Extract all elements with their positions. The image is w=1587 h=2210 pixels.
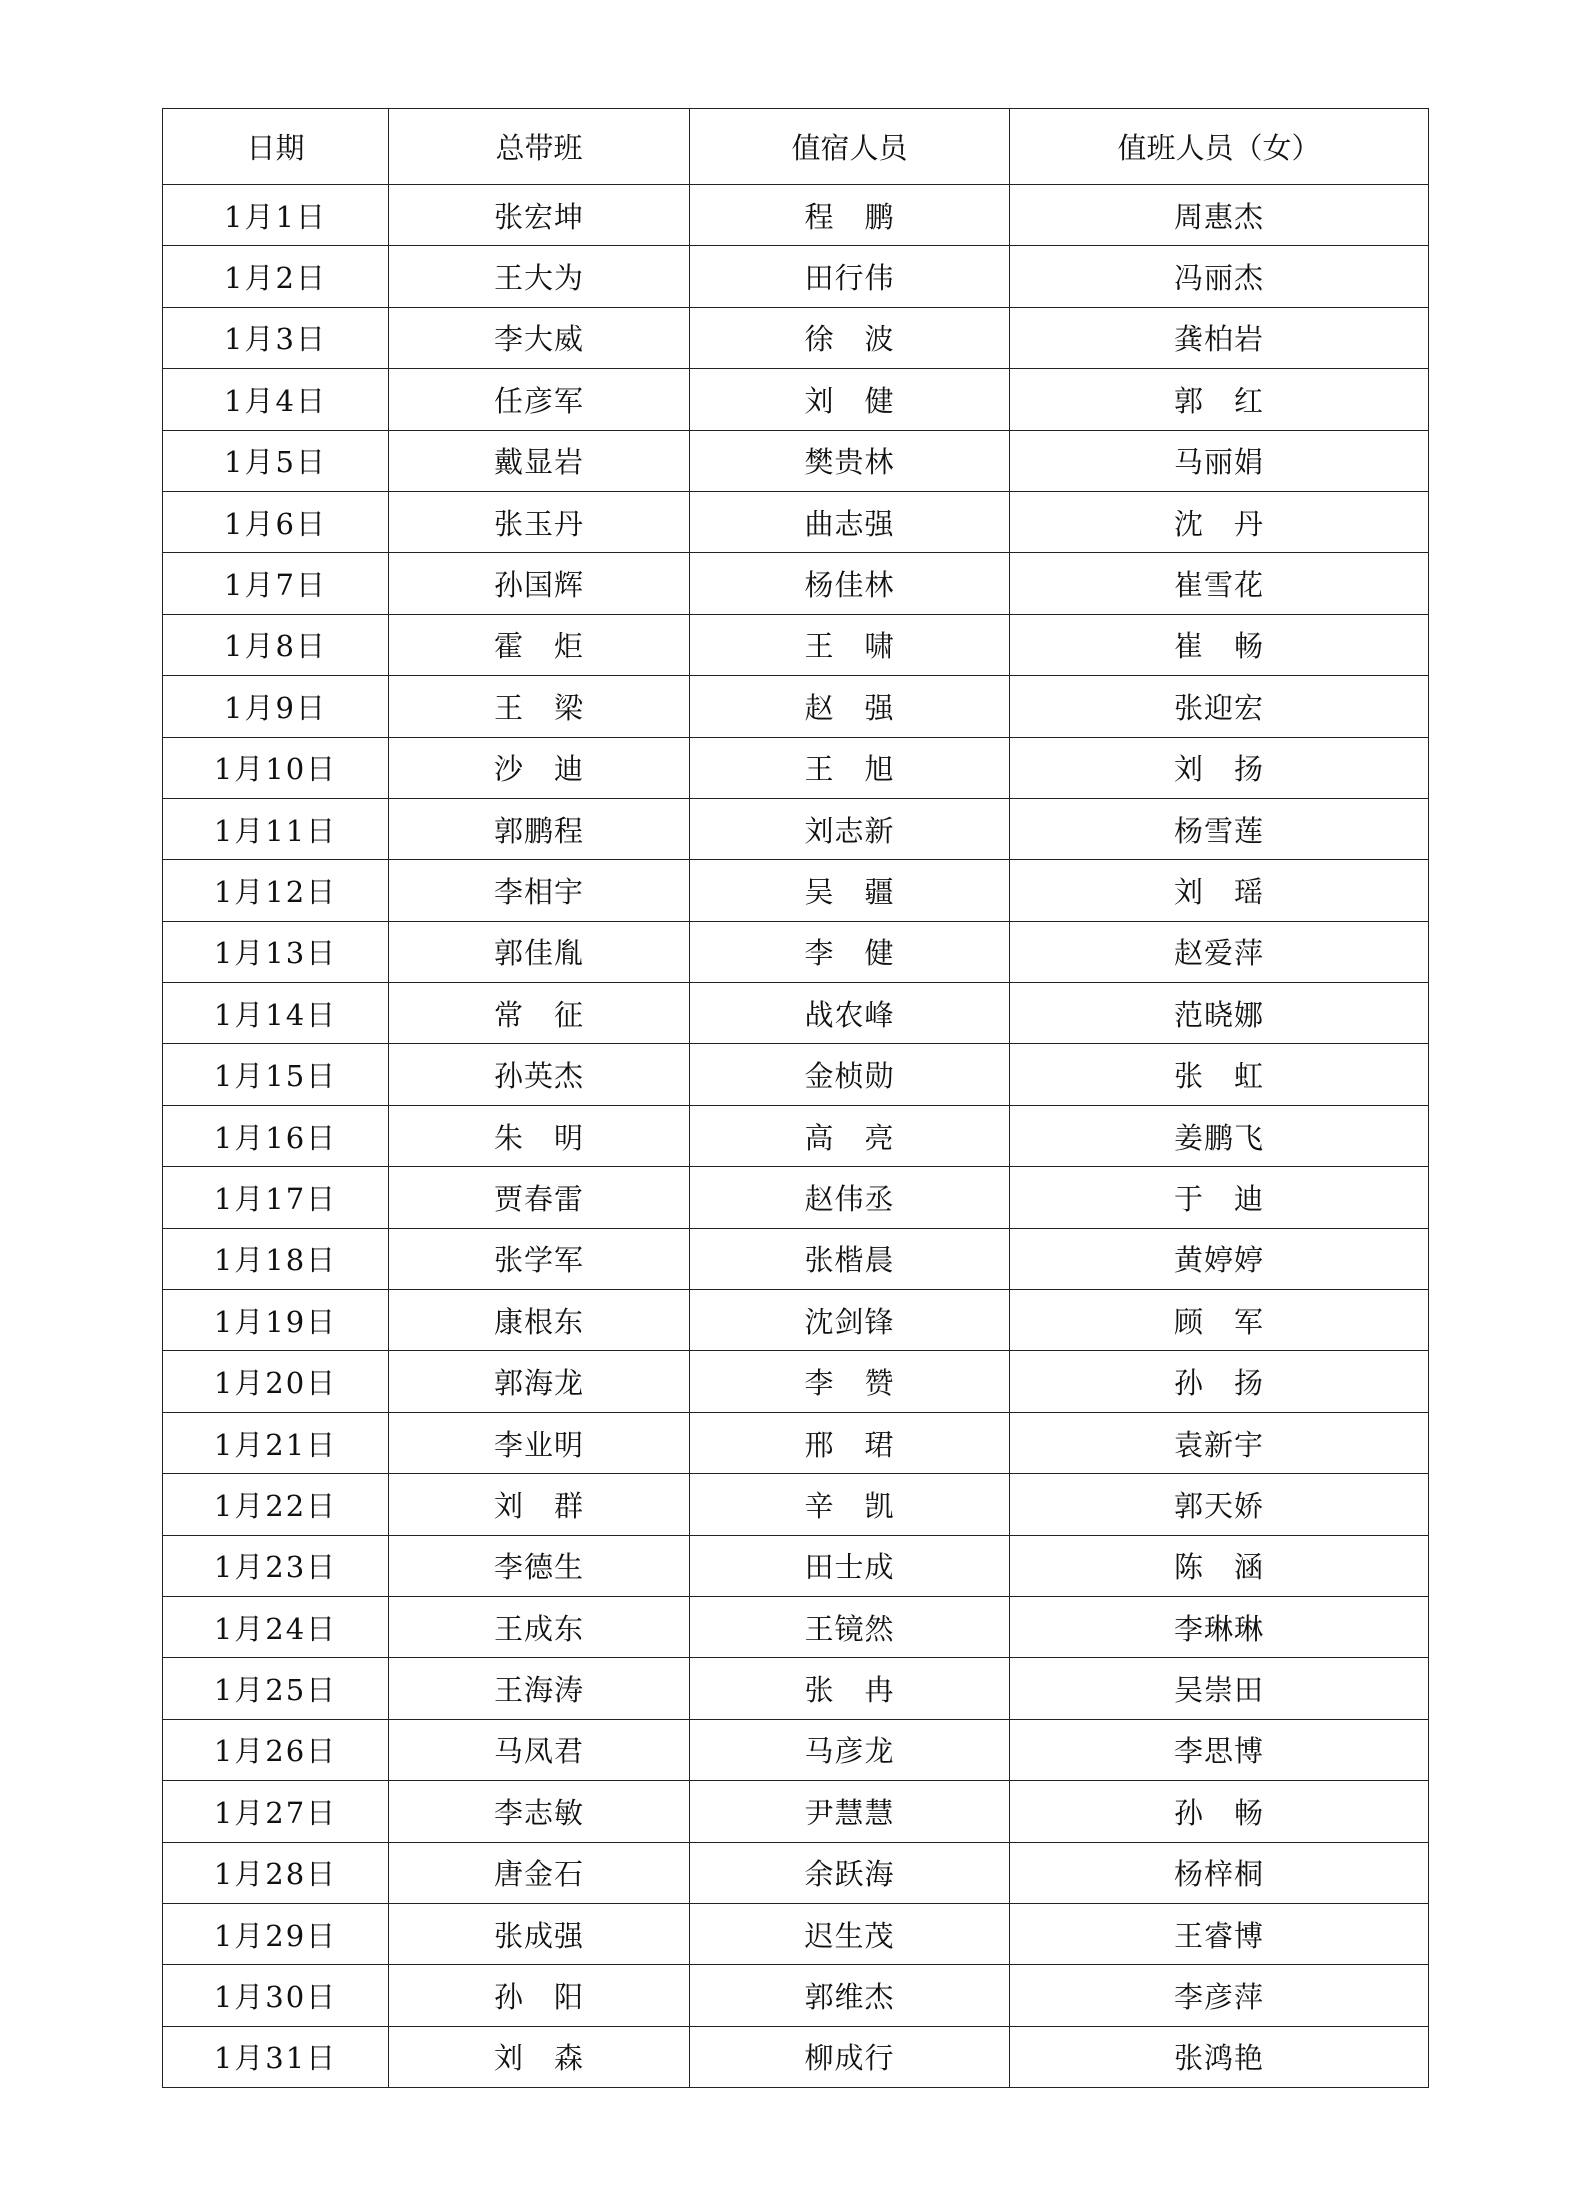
table-row	[163, 430, 1429, 491]
cell-lead: 张成强	[389, 1903, 690, 1964]
cell-female: 崔 畅	[1010, 614, 1429, 675]
cell-female: 张鸿艳	[1010, 2026, 1429, 2087]
cell-night: 田士成	[690, 1535, 1010, 1596]
cell-female: 袁新宇	[1010, 1412, 1429, 1473]
duty-roster-table	[162, 108, 1429, 2088]
table-row	[163, 246, 1429, 307]
cell-night: 程 鹏	[690, 185, 1010, 246]
cell-night: 刘志新	[690, 798, 1010, 859]
table-row	[163, 1228, 1429, 1289]
table-header	[163, 109, 1429, 185]
cell-lead: 王大为	[389, 246, 690, 307]
cell-night: 王 旭	[690, 737, 1010, 798]
cell-date: 1月5日	[163, 430, 389, 491]
table-row	[163, 1719, 1429, 1780]
cell-female: 范晓娜	[1010, 983, 1429, 1044]
cell-female: 郭 红	[1010, 369, 1429, 430]
cell-date: 1月16日	[163, 1105, 389, 1166]
table-row	[163, 1351, 1429, 1412]
cell-female: 李彦萍	[1010, 1965, 1429, 2026]
table-row	[163, 1412, 1429, 1473]
cell-lead: 贾春雷	[389, 1167, 690, 1228]
cell-female: 张 虹	[1010, 1044, 1429, 1105]
cell-female: 吴崇田	[1010, 1658, 1429, 1719]
cell-night: 柳成行	[690, 2026, 1010, 2087]
table-row	[163, 1474, 1429, 1535]
cell-night: 马彦龙	[690, 1719, 1010, 1780]
cell-night: 徐 波	[690, 307, 1010, 368]
table-row	[163, 1167, 1429, 1228]
cell-date: 1月6日	[163, 491, 389, 552]
cell-lead: 霍 炬	[389, 614, 690, 675]
cell-date: 1月30日	[163, 1965, 389, 2026]
table-row	[163, 369, 1429, 430]
cell-night: 高 亮	[690, 1105, 1010, 1166]
cell-night: 田行伟	[690, 246, 1010, 307]
table-row	[163, 307, 1429, 368]
cell-lead: 王 梁	[389, 676, 690, 737]
cell-night: 赵伟丞	[690, 1167, 1010, 1228]
table-row	[163, 1965, 1429, 2026]
cell-lead: 王成东	[389, 1596, 690, 1657]
cell-lead: 唐金石	[389, 1842, 690, 1903]
cell-night: 曲志强	[690, 491, 1010, 552]
table-row	[163, 491, 1429, 552]
cell-female: 李思博	[1010, 1719, 1429, 1780]
cell-female: 刘 扬	[1010, 737, 1429, 798]
cell-date: 1月23日	[163, 1535, 389, 1596]
cell-lead: 刘 森	[389, 2026, 690, 2087]
cell-night: 杨佳林	[690, 553, 1010, 614]
table-row	[163, 1596, 1429, 1657]
cell-date: 1月1日	[163, 185, 389, 246]
cell-night: 王镜然	[690, 1596, 1010, 1657]
cell-date: 1月21日	[163, 1412, 389, 1473]
cell-date: 1月10日	[163, 737, 389, 798]
cell-date: 1月19日	[163, 1290, 389, 1351]
table-row	[163, 1044, 1429, 1105]
header-row	[163, 109, 1429, 185]
cell-female: 孙 扬	[1010, 1351, 1429, 1412]
cell-night: 李 健	[690, 921, 1010, 982]
table-row	[163, 676, 1429, 737]
table-row	[163, 1903, 1429, 1964]
cell-night: 王 啸	[690, 614, 1010, 675]
cell-lead: 李志敏	[389, 1781, 690, 1842]
cell-lead: 孙国辉	[389, 553, 690, 614]
cell-night: 吴 疆	[690, 860, 1010, 921]
table-row	[163, 921, 1429, 982]
cell-female: 黄婷婷	[1010, 1228, 1429, 1289]
cell-lead: 李相宇	[389, 860, 690, 921]
cell-lead: 张宏坤	[389, 185, 690, 246]
table-row	[163, 2026, 1429, 2087]
cell-female: 冯丽杰	[1010, 246, 1429, 307]
cell-date: 1月15日	[163, 1044, 389, 1105]
cell-date: 1月28日	[163, 1842, 389, 1903]
cell-night: 刘 健	[690, 369, 1010, 430]
table-body	[163, 185, 1429, 2088]
cell-night: 赵 强	[690, 676, 1010, 737]
cell-night: 金桢勋	[690, 1044, 1010, 1105]
cell-lead: 孙英杰	[389, 1044, 690, 1105]
cell-date: 1月13日	[163, 921, 389, 982]
cell-lead: 戴显岩	[389, 430, 690, 491]
cell-lead: 王海涛	[389, 1658, 690, 1719]
cell-lead: 刘 群	[389, 1474, 690, 1535]
table-row	[163, 1290, 1429, 1351]
cell-date: 1月22日	[163, 1474, 389, 1535]
cell-lead: 李业明	[389, 1412, 690, 1473]
cell-night: 樊贵林	[690, 430, 1010, 491]
cell-date: 1月2日	[163, 246, 389, 307]
cell-date: 1月3日	[163, 307, 389, 368]
cell-female: 杨雪莲	[1010, 798, 1429, 859]
cell-female: 姜鹏飞	[1010, 1105, 1429, 1166]
cell-date: 1月31日	[163, 2026, 389, 2087]
cell-lead: 康根东	[389, 1290, 690, 1351]
cell-lead: 郭海龙	[389, 1351, 690, 1412]
cell-date: 1月11日	[163, 798, 389, 859]
cell-lead: 张玉丹	[389, 491, 690, 552]
cell-lead: 常 征	[389, 983, 690, 1044]
cell-date: 1月4日	[163, 369, 389, 430]
cell-female: 沈 丹	[1010, 491, 1429, 552]
cell-female: 崔雪花	[1010, 553, 1429, 614]
cell-female: 孙 畅	[1010, 1781, 1429, 1842]
cell-female: 周惠杰	[1010, 185, 1429, 246]
cell-night: 张 冉	[690, 1658, 1010, 1719]
cell-lead: 马凤君	[389, 1719, 690, 1780]
cell-female: 杨梓桐	[1010, 1842, 1429, 1903]
cell-date: 1月9日	[163, 676, 389, 737]
cell-female: 李琳琳	[1010, 1596, 1429, 1657]
cell-night: 邢 珺	[690, 1412, 1010, 1473]
table-row	[163, 983, 1429, 1044]
cell-lead: 沙 迪	[389, 737, 690, 798]
cell-night: 沈剑锋	[690, 1290, 1010, 1351]
cell-night: 余跃海	[690, 1842, 1010, 1903]
cell-night: 战农峰	[690, 983, 1010, 1044]
cell-lead: 朱 明	[389, 1105, 690, 1166]
cell-female: 王睿博	[1010, 1903, 1429, 1964]
cell-female: 赵爱萍	[1010, 921, 1429, 982]
cell-date: 1月17日	[163, 1167, 389, 1228]
cell-lead: 李德生	[389, 1535, 690, 1596]
cell-date: 1月7日	[163, 553, 389, 614]
cell-female: 陈 涵	[1010, 1535, 1429, 1596]
table-row	[163, 798, 1429, 859]
cell-date: 1月8日	[163, 614, 389, 675]
cell-lead: 任彦军	[389, 369, 690, 430]
table-row	[163, 1535, 1429, 1596]
cell-night: 尹慧慧	[690, 1781, 1010, 1842]
cell-lead: 孙 阳	[389, 1965, 690, 2026]
cell-lead: 张学军	[389, 1228, 690, 1289]
table-row	[163, 1105, 1429, 1166]
cell-female: 顾 军	[1010, 1290, 1429, 1351]
cell-date: 1月14日	[163, 983, 389, 1044]
table-row	[163, 1842, 1429, 1903]
table-row	[163, 860, 1429, 921]
cell-female: 张迎宏	[1010, 676, 1429, 737]
table-row	[163, 553, 1429, 614]
cell-female: 龚柏岩	[1010, 307, 1429, 368]
cell-date: 1月20日	[163, 1351, 389, 1412]
table-row	[163, 1781, 1429, 1842]
cell-female: 马丽娟	[1010, 430, 1429, 491]
table-row	[163, 1658, 1429, 1719]
cell-female: 郭天娇	[1010, 1474, 1429, 1535]
cell-female: 于 迪	[1010, 1167, 1429, 1228]
header-lead: 总带班	[389, 109, 690, 185]
cell-lead: 李大威	[389, 307, 690, 368]
cell-date: 1月12日	[163, 860, 389, 921]
cell-lead: 郭佳胤	[389, 921, 690, 982]
header-night: 值宿人员	[690, 109, 1010, 185]
cell-female: 刘 瑶	[1010, 860, 1429, 921]
header-female: 值班人员（女）	[1010, 109, 1429, 185]
cell-date: 1月29日	[163, 1903, 389, 1964]
table-row	[163, 737, 1429, 798]
cell-lead: 郭鹏程	[389, 798, 690, 859]
cell-date: 1月25日	[163, 1658, 389, 1719]
cell-night: 迟生茂	[690, 1903, 1010, 1964]
cell-date: 1月26日	[163, 1719, 389, 1780]
cell-date: 1月24日	[163, 1596, 389, 1657]
cell-date: 1月18日	[163, 1228, 389, 1289]
cell-date: 1月27日	[163, 1781, 389, 1842]
header-date: 日期	[163, 109, 389, 185]
table-row	[163, 185, 1429, 246]
cell-night: 李 赞	[690, 1351, 1010, 1412]
cell-night: 辛 凯	[690, 1474, 1010, 1535]
cell-night: 郭维杰	[690, 1965, 1010, 2026]
table-row	[163, 614, 1429, 675]
cell-night: 张楷晨	[690, 1228, 1010, 1289]
